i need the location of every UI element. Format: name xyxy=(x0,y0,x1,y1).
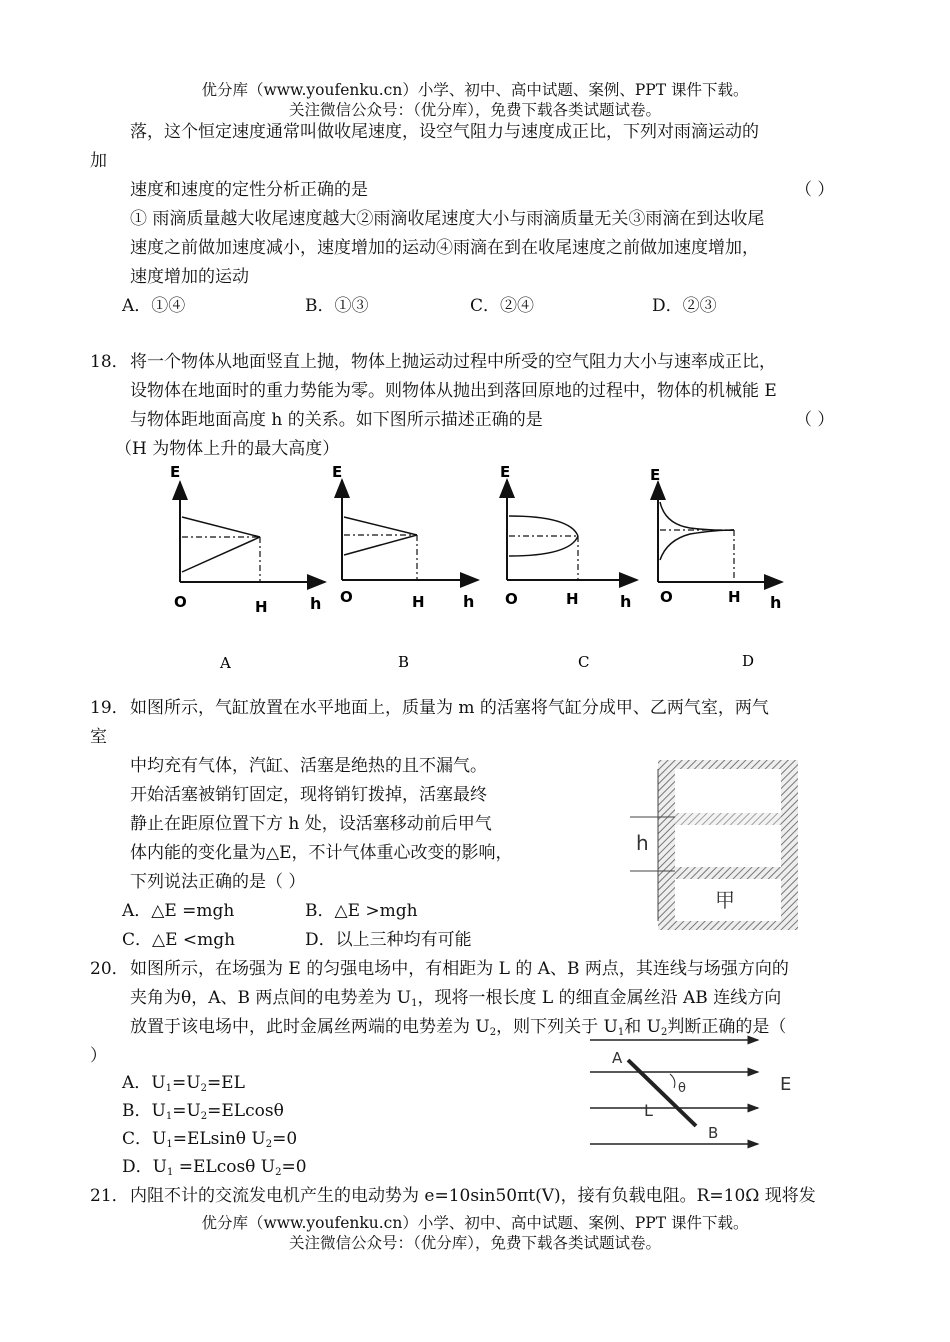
graph-d-axis-e: E xyxy=(650,466,661,484)
field-e-label: E xyxy=(780,1074,792,1095)
q18-line-2: 设物体在地面时的重力势能为零。则物体从抛出到落回原地的过程中，物体的机械能 E xyxy=(130,381,777,401)
graph-d-axis-h: h xyxy=(770,593,782,612)
q19-number: 19． xyxy=(90,698,129,718)
q20-line-3: 放置于该电场中，此时金属丝两端的电势差为 $U_2$，则下列关于 $U_1$和 $U_2$判断正确的是（ xyxy=(130,1017,787,1038)
q20-line-3-wrap: ） xyxy=(90,1046,107,1066)
header-line-2: 关注微信公众号：（优分库），免费下载各类试题试卷。 xyxy=(288,101,661,119)
graph-a-label: A xyxy=(220,654,231,672)
graph-d-label: D xyxy=(742,652,755,670)
q19-line-3: 开始活塞被销钉固定，现将销钉拨掉，活塞最终 xyxy=(130,785,487,805)
q18-graphs xyxy=(160,462,800,682)
piston-original xyxy=(675,813,781,825)
q19-option-c: C．△E <mgh xyxy=(122,930,236,950)
field-angle-theta: θ xyxy=(678,1081,686,1096)
q19-line-1-wrap: 室 xyxy=(90,727,107,747)
footer-line-2: 关注微信公众号：（优分库），免费下载各类试题试卷。 xyxy=(288,1234,661,1252)
q20-number: 20． xyxy=(90,959,129,979)
q18-line-3: 与物体距地面高度 h 的关系。如下图所示描述正确的是 xyxy=(130,410,543,430)
graph-b xyxy=(332,463,478,671)
q19-option-a: A．△E =mgh xyxy=(122,901,235,921)
graph-b-axis-e: E xyxy=(332,463,343,481)
graph-a-axis-h: h xyxy=(310,594,322,613)
graph-a-origin: O xyxy=(174,593,187,611)
q18-number: 18． xyxy=(90,352,129,372)
q21-line-1: 内阻不计的交流发电机产生的电动势为 e=10sin50πt(V)，接有负载电阻。R=10Ω 现将发 xyxy=(130,1186,816,1206)
q20-option-b: B．$U_1=U_2=ELcos\theta$ xyxy=(122,1101,284,1122)
q20-line-2: 夹角为θ，A、B 两点间的电势差为 $U_1$，现将一根长度 L 的细直金属丝沿 AB 连线方向 xyxy=(130,988,782,1009)
header-line-1: 优分库（www.youfenku.cn）小学、初中、高中试题、案例、PPT 课件下载。 xyxy=(201,81,749,99)
q17-answer-paren: （ ） xyxy=(795,180,835,200)
q17-stem: 速度和速度的定性分析正确的是 xyxy=(130,180,368,200)
q19-line-6: 下列说法正确的是（ ） xyxy=(130,872,306,892)
q20-line-1: 如图所示，在场强为 E 的匀强电场中，有相距为 L 的 A、B 两点，其连线与场强方向的 xyxy=(130,959,789,979)
footer-line-1: 优分库（www.youfenku.cn）小学、初中、高中试题、案例、PPT 课件下载。 xyxy=(201,1214,749,1232)
graph-a-h-max: H xyxy=(255,598,268,616)
q17-option-b: B．①③ xyxy=(305,296,369,316)
q19-line-1: 如图所示，气缸放置在水平地面上，质量为 m 的活塞将气缸分成甲、乙两气室，两气 xyxy=(130,698,769,718)
q20-field-figure xyxy=(580,1030,820,1155)
q19-line-2: 中均充有气体，汽缸、活塞是绝热的且不漏气。 xyxy=(130,756,487,776)
graph-c xyxy=(500,463,637,671)
q20-option-a: A．$U_1=U_2=EL$ xyxy=(122,1073,245,1094)
q18-note: （H 为物体上升的最大高度） xyxy=(115,439,340,459)
q20-option-d: D．$U_1 =ELcos\theta$ $U_2=0$ xyxy=(122,1157,307,1178)
graph-c-origin: O xyxy=(505,590,518,608)
cylinder-h-label: h xyxy=(636,831,649,855)
q19-line-5: 体内能的变化量为△E，不计气体重心改变的影响， xyxy=(130,843,513,863)
q17-option-c: C．②④ xyxy=(470,296,535,316)
q19-cylinder-figure xyxy=(630,755,805,935)
graph-a xyxy=(170,463,325,672)
graph-d-h-max: H xyxy=(728,588,741,606)
q17-statement-3: 速度增加的运动 xyxy=(130,267,249,287)
graph-c-axis-e: E xyxy=(500,463,511,481)
q17-statement-1: ① 雨滴质量越大收尾速度越大②雨滴收尾速度大小与雨滴质量无关③雨滴在到达收尾 xyxy=(130,209,765,229)
q19-option-b: B．△E >mgh xyxy=(305,901,418,921)
q19-option-d: D．以上三种均有可能 xyxy=(305,930,472,950)
graph-c-label: C xyxy=(578,653,590,671)
graph-b-h-max: H xyxy=(412,593,425,611)
graph-a-axis-e: E xyxy=(170,463,181,481)
field-length-l: L xyxy=(644,1101,653,1120)
q18-answer-paren: （ ） xyxy=(795,410,835,430)
q21-number: 21． xyxy=(90,1186,129,1206)
graph-c-axis-h: h xyxy=(620,592,632,611)
field-point-a: A xyxy=(612,1049,623,1067)
q17-continuation-wrap: 加 xyxy=(90,151,107,171)
q18-line-1: 将一个物体从地面竖直上抛，物体上抛运动过程中所受的空气阻力大小与速率成正比， xyxy=(130,352,776,372)
graph-b-axis-h: h xyxy=(463,592,475,611)
q20-option-c: C．$U_1=ELsin\theta$ $U_2=0$ xyxy=(122,1129,298,1150)
graph-b-origin: O xyxy=(340,588,353,606)
q17-continuation-line: 落，这个恒定速度通常叫做收尾速度，设空气阻力与速度成正比，下列对雨滴运动的 xyxy=(130,122,759,142)
q17-option-a: A．①④ xyxy=(122,296,186,316)
field-point-b: B xyxy=(708,1124,719,1142)
q17-option-d: D．②③ xyxy=(652,296,717,316)
graph-c-h-max: H xyxy=(566,590,579,608)
q17-statement-2: 速度之前做加速度减小，速度增加的运动④雨滴在到在收尾速度之前做加速度增加， xyxy=(130,238,759,258)
q19-line-4: 静止在距原位置下方 h 处，设活塞移动前后甲气 xyxy=(130,814,492,834)
graph-d xyxy=(650,466,782,670)
piston-final xyxy=(675,867,781,879)
cylinder-jia-label: 甲 xyxy=(715,888,735,912)
graph-b-label: B xyxy=(398,653,410,671)
graph-d-origin: O xyxy=(660,588,673,606)
